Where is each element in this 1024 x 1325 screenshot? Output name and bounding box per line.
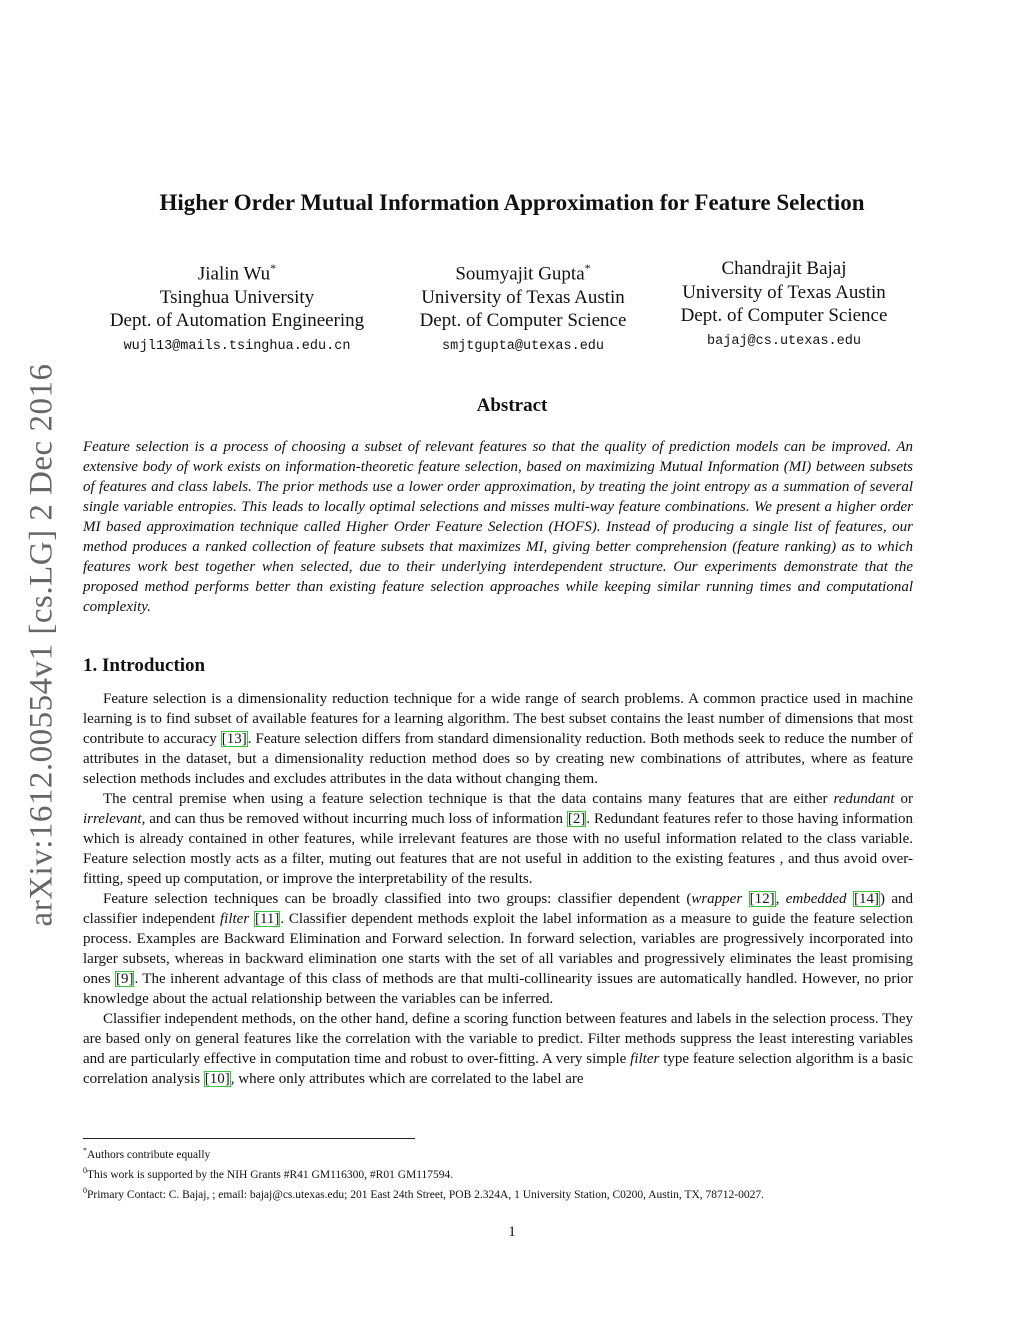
author-1	[110, 257, 364, 361]
author-affiliation: University of Texas Austin	[421, 286, 625, 308]
citation-link[interactable]: [14]	[853, 891, 879, 907]
citation-link[interactable]: [10]	[204, 1071, 230, 1087]
author-2	[420, 257, 627, 361]
equal-contribution-mark: *	[270, 261, 277, 275]
arxiv-sidebar	[18, 360, 66, 930]
equal-contribution-mark: *	[584, 261, 591, 275]
author-department: Dept. of Automation Engineering	[109, 310, 365, 332]
author-email: smjtgupta@utexas.edu	[441, 338, 605, 354]
author-name: Chandrajit Bajaj	[721, 258, 847, 279]
paragraph-2: The central premise when using a feature selection technique is that the data contains many features that are either redundant or irrelevant, and can thus be removed without incurring much loss of information [2]. Redundant features refer to those having information which is already contained in other features, while irrelevant features are those with no useful information related to the class variable. Feature selection mostly acts as a filter, muting out features that are not useful in addition to the existing features , and thus avoid over-fitting, speed up computation, or improve the interpretability of the results.	[83, 791, 914, 887]
footnote: $^0$This work is supported by the NIH Grants #R41 GM116300, #R01 GM117594.	[83, 1165, 454, 1181]
footnote: $^0$Primary Contact: C. Bajaj, ; email: bajaj@cs.utexas.edu; 201 East 24th Street, POB 2.324A, 1 University Station, C0200, Austin, TX, 78712-0027.	[83, 1185, 764, 1201]
paragraph-1: Feature selection is a dimensionality reduction technique for a wide range of search problems. A common practice used in machine learning is to find subset of available features for a learning algorithm. The best subset contains the least number of dimensions that most contribute to accuracy [13]. Feature selection differs from standard dimensionality reduction. Both methods seek to reduce the number of attributes in the dataset, but a dimensionality reduction method does so by creating new combinations of attributes, where as feature selection methods includes and excludes attributes in the data without changing them.	[83, 691, 913, 787]
footnote-divider	[83, 1138, 415, 1139]
author-name: Soumyajit Gupta	[455, 263, 585, 285]
footnotes	[83, 1143, 943, 1202]
author-3	[681, 257, 888, 356]
author-name: Jialin Wu	[197, 263, 271, 285]
author-affiliation: University of Texas Austin	[682, 281, 886, 303]
footnote: *Authors contribute equally	[83, 1146, 211, 1161]
arxiv-identifier: arXiv:1612.00554v1 [cs.LG] 2 Dec 2016	[23, 363, 60, 927]
page-number: 1	[508, 1224, 516, 1240]
section-heading-introduction: 1. Introduction	[83, 655, 206, 676]
paragraph-4: Classifier independent methods, on the other hand, define a scoring function between features and labels in the selection process. They are based only on general features like the correlation with the variable to predict. Filter methods suppress the least interesting variables and are particularly effective in computation time and robust to over-fitting. A very simple filter type feature selection algorithm is a basic correlation analysis [10], where only attributes which are correlated to the label are	[83, 1011, 913, 1087]
paper-title: Higher Order Mutual Information Approximation for Feature Selection	[159, 190, 865, 215]
abstract-heading: Abstract	[476, 395, 548, 416]
author-email: wujl13@mails.tsinghua.edu.cn	[123, 338, 351, 354]
abstract-text: Feature selection is a process of choosing a subset of relevant features so that the quality of prediction models can be improved. An extensive body of work exists on information-theoretic feature selection, based on maximizing Mutual Information (MI) between subsets of features and class labels. The prior methods use a lower order approximation, by treating the joint entropy as a summation of several single variable entropies. This leads to locally optimal selections and misses multi-way feature combinations. We present a higher order MI based approximation technique called Higher Order Feature Selection (HOFS). Instead of producing a single list of features, our method produces a ranked collection of feature subsets that maximizes MI, giving better comprehension (feature ranking) as to which features work best together when selected, due to their underlying interdependent structure. Our experiments demonstrate that the proposed method performs better than existing feature selection approaches while keeping similar running times and computational complexity.	[83, 439, 913, 615]
citation-link[interactable]: [13]	[221, 731, 247, 747]
author-affiliation: Tsinghua University	[159, 286, 315, 308]
citation-link[interactable]: [11]	[254, 911, 280, 927]
citation-link[interactable]: [9]	[115, 971, 134, 987]
citation-link[interactable]: [12]	[749, 891, 775, 907]
citation-link[interactable]: [2]	[567, 811, 586, 827]
introduction-body	[83, 689, 913, 1089]
author-department: Dept. of Computer Science	[419, 310, 627, 332]
author-department: Dept. of Computer Science	[680, 305, 888, 326]
author-email: bajaj@cs.utexas.edu	[707, 333, 861, 349]
paragraph-3: Feature selection techniques can be broadly classified into two groups: classifier dependent (wrapper [12], embedded [14]) and classifier independent filter [11]. Classifier dependent methods exploit the label information as a measure to guide the feature selection process. Examples are Backward Elimination and Forward selection. In forward selection, variables are progressively incorporated into larger subsets, whereas in backward elimination one starts with the set of all variables and progressively eliminates the least promising ones [9]. The inherent advantage of this class of methods are that multi-collinearity issues are automatically handled. However, no prior knowledge about the actual relationship between the variables can be inferred.	[83, 891, 914, 1007]
